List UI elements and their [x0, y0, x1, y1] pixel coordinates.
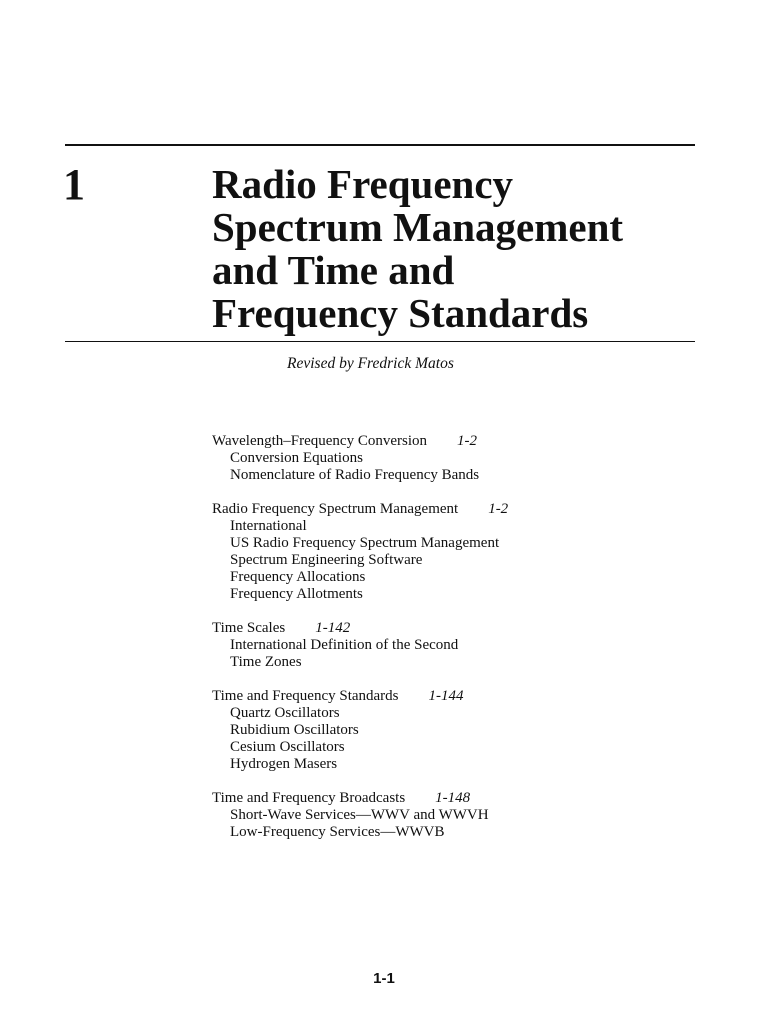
- toc-section-heading: [212, 620, 692, 637]
- toc-section-title: Time Scales: [212, 620, 286, 636]
- toc-section-heading: [212, 790, 692, 807]
- toc-page-ref: 1-2: [488, 501, 509, 517]
- chapter-number: 1: [63, 160, 85, 209]
- toc-subtopics: [212, 450, 692, 484]
- toc-section-title: Time and Frequency Broadcasts: [212, 790, 406, 806]
- toc-subtopic: US Radio Frequency Spectrum Management: [230, 535, 500, 551]
- toc-subtopic: Time Zones: [230, 654, 302, 670]
- toc-page-ref: 1-142: [315, 620, 351, 636]
- toc-subtopic: International: [230, 518, 307, 534]
- toc-section-heading: [212, 433, 692, 450]
- toc-subtopic: Frequency Allocations: [230, 569, 366, 585]
- toc-section: [212, 688, 692, 773]
- toc-subtopic: Cesium Oscillators: [230, 739, 345, 755]
- toc-section-heading: [212, 501, 692, 518]
- toc-subtopic: Quartz Oscillators: [230, 705, 340, 721]
- toc-page-ref: 1-144: [428, 688, 464, 704]
- toc-subtopics: [212, 705, 692, 773]
- top-rule: [65, 144, 695, 146]
- toc-section: [212, 501, 692, 603]
- toc-subtopic: International Definition of the Second: [230, 637, 459, 653]
- toc-subtopic: Frequency Allotments: [230, 586, 363, 602]
- toc-section-title: Radio Frequency Spectrum Management: [212, 501, 459, 517]
- toc-page-ref: 1-2: [457, 433, 477, 449]
- toc-subtopic: Hydrogen Masers: [230, 756, 338, 772]
- reviser-credit: Revised by Fredrick Matos: [287, 355, 454, 372]
- table-of-contents: [212, 433, 692, 858]
- toc-subtopic: Rubidium Oscillators: [230, 722, 359, 738]
- chapter-title-line: Spectrum Management: [212, 204, 624, 250]
- toc-subtopic: Short-Wave Services—WWV and WWVH: [230, 807, 489, 823]
- toc-subtopic: Spectrum Engineering Software: [230, 552, 423, 568]
- toc-section: [212, 433, 692, 484]
- toc-subtopics: [212, 637, 692, 671]
- toc-subtopic: Conversion Equations: [230, 450, 363, 466]
- toc-section-heading: [212, 688, 692, 705]
- toc-subtopic: Nomenclature of Radio Frequency Bands: [230, 467, 480, 483]
- toc-section: [212, 790, 692, 841]
- toc-subtopics: [212, 518, 692, 603]
- toc-subtopic: Low-Frequency Services—WWVB: [230, 824, 445, 840]
- toc-section: [212, 620, 692, 671]
- toc-page-ref: 1-148: [435, 790, 471, 806]
- chapter-title: [212, 163, 712, 335]
- toc-section-title: Wavelength–Frequency Conversion: [212, 433, 427, 449]
- chapter-title-line: Radio Frequency: [212, 161, 514, 207]
- chapter-title-line: and Time and: [212, 247, 455, 293]
- toc-section-title: Time and Frequency Standards: [212, 688, 399, 704]
- toc-subtopics: [212, 807, 692, 841]
- page-number: 1-1: [373, 970, 395, 987]
- chapter-title-line: Frequency Standards: [212, 290, 589, 336]
- bottom-rule: [65, 341, 695, 342]
